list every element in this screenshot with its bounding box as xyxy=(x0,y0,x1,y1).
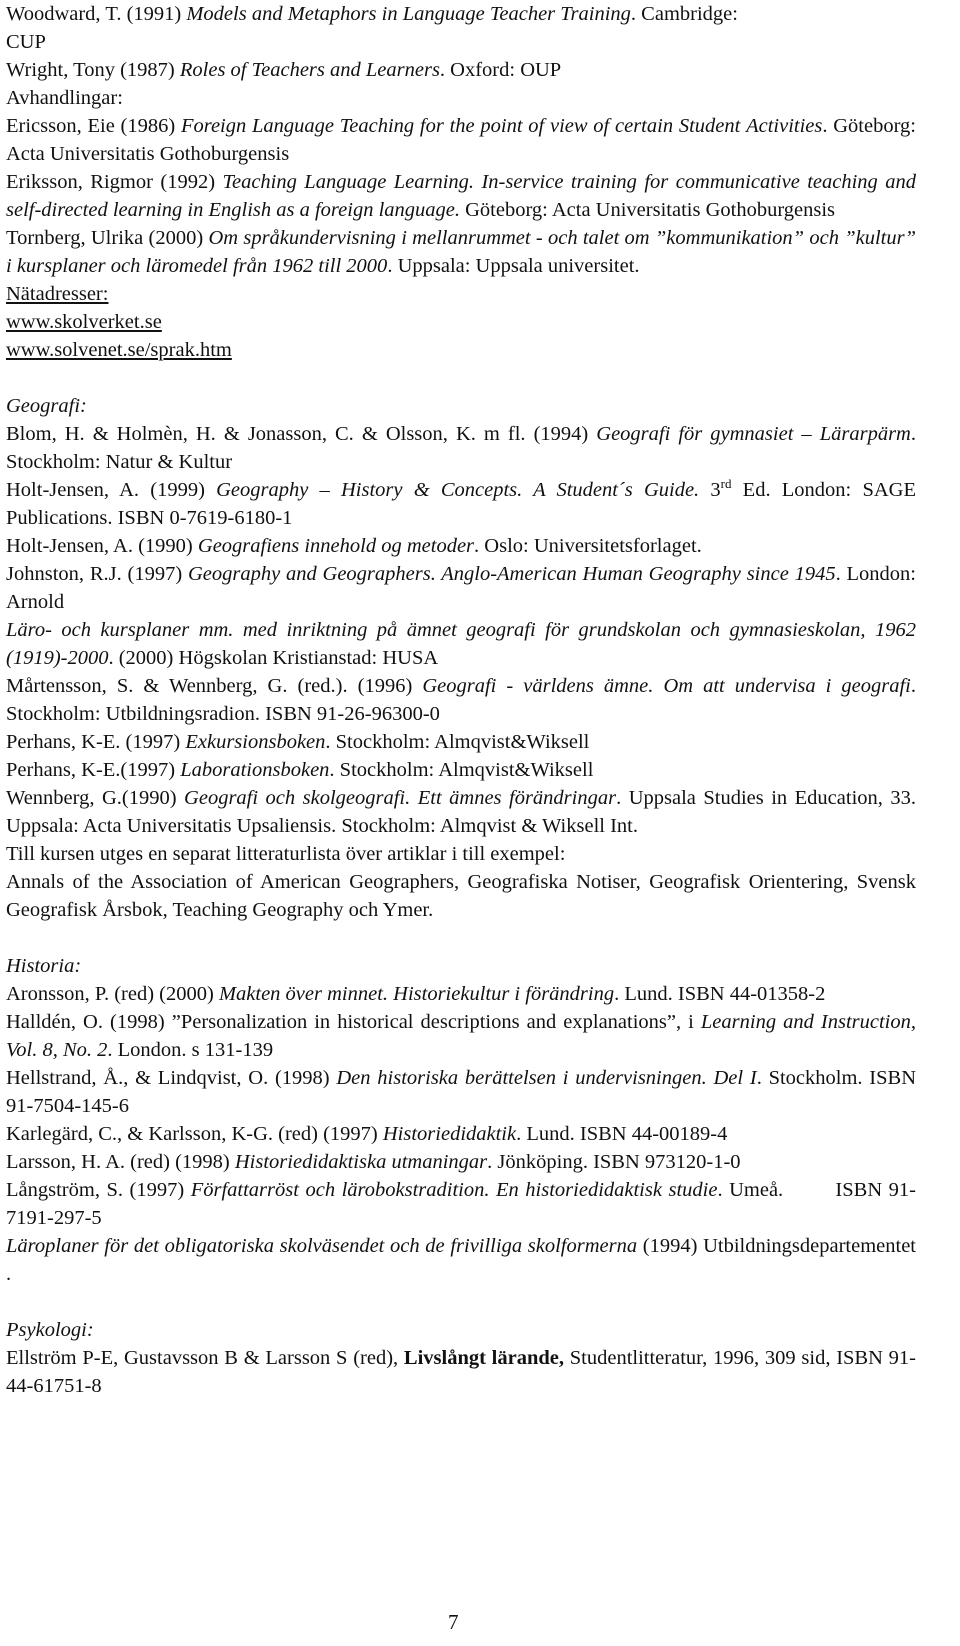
reference-entry: Karlegärd, C., & Karlsson, K-G. (red) (1997) Historiedidaktik. Lund. ISBN 44-00189-4 xyxy=(6,1123,728,1145)
reference-entry: Halldén, O. (1998) ”Personalization in historical descriptions and explanations”, i Learning and Instruction, Vol. 8, No. 2. London. s 131-139 xyxy=(6,1011,916,1061)
reference-entry: Långström, S. (1997) Författarröst och lärobokstradition. En historiedidaktisk studie. Umeå. ISBN 91-7191-297-5 xyxy=(6,1179,916,1229)
reference-entry: Perhans, K-E. (1997) Exkursionsboken. Stockholm: Almqvist&Wiksell xyxy=(6,731,590,753)
reference-entry: Mårtensson, S. & Wennberg, G. (red.). (1996) Geografi - världens ämne. Om att undervisa i geografi. Stockholm: Utbildningsradion. ISBN 91-26-96300-0 xyxy=(6,675,916,725)
reference-entry: Wennberg, G.(1990) Geografi och skolgeografi. Ett ämnes förändringar. Uppsala Studies in Education, 33. Uppsala: Acta Universitatis Upsaliensis. Stockholm: Almqvist & Wiksell Int. xyxy=(6,787,916,837)
section-label-avhandlingar: Avhandlingar: xyxy=(6,87,123,109)
reference-entry: Tornberg, Ulrika (2000) Om språkundervisning i mellanrummet - och talet om ”kommunikation” och ”kultur” i kursplaner och läromedel från 1962 till 2000. Uppsala: Uppsala universitet. xyxy=(6,227,917,277)
note-text: Till kursen utges en separat litteraturlista över artiklar i till exempel: xyxy=(6,843,566,865)
page-number: 7 xyxy=(448,1610,459,1634)
section-heading-geografi: Geografi: xyxy=(6,395,87,417)
reference-entry: Ericsson, Eie (1986) Foreign Language Teaching for the point of view of certain Student Activities. Göteborg: Acta Universitatis Gothoburgensis xyxy=(6,115,917,165)
reference-entry: Eriksson, Rigmor (1992) Teaching Language Learning. In-service training for communicative teaching and self-directed learning in English as a foreign language. Göteborg: Acta Universitatis Gothoburgensis xyxy=(6,171,916,221)
reference-entry: Holt-Jensen, A. (1999) Geography – History & Concepts. A Student´s Guide. 3rd Ed. London: SAGE Publications. ISBN 0-7619-6180-1 xyxy=(6,476,916,529)
reference-entry: Läro- och kursplaner mm. med inriktning på ämnet geografi för grundskolan och gymnasieskolan, 1962 (1919)-2000. (2000) Högskolan Kristianstad: HUSA xyxy=(6,619,916,669)
reference-entry: Wright, Tony (1987) Roles of Teachers and Learners. Oxford: OUP xyxy=(6,59,562,81)
reference-entry: Perhans, K-E.(1997) Laborationsboken. Stockholm: Almqvist&Wiksell xyxy=(6,759,594,781)
section-heading-historia: Historia: xyxy=(6,955,82,977)
reference-entry: Ellström P-E, Gustavsson B & Larsson S (red), Livslångt lärande, Studentlitteratur, 1996, 309 sid, ISBN 91-44-61751-8 xyxy=(6,1347,916,1397)
reference-entry: Hellstrand, Å., & Lindqvist, O. (1998) Den historiska berättelsen i undervisningen. Del I. Stockholm. ISBN 91-7504-145-6 xyxy=(6,1067,916,1117)
reference-entry: Holt-Jensen, A. (1990) Geografiens innehold og metoder. Oslo: Universitetsforlaget. xyxy=(6,535,702,557)
reference-entry: Woodward, T. (1991) Models and Metaphors in Language Teacher Training. Cambridge: CUP xyxy=(6,3,738,53)
section-label-natadresser: Nätadresser: xyxy=(6,283,109,305)
document-page xyxy=(6,0,916,1400)
web-link-skolverket[interactable]: www.skolverket.se xyxy=(6,311,162,333)
reference-entry: Aronsson, P. (red) (2000) Makten över minnet. Historiekultur i förändring. Lund. ISBN 44-01358-2 xyxy=(6,983,826,1005)
reference-entry: Läroplaner för det obligatoriska skolväsendet och de frivilliga skolformerna (1994) Utbildningsdepartementet . xyxy=(6,1235,916,1285)
journal-list: Annals of the Association of American Geographers, Geografiska Notiser, Geografisk Orientering, Svensk Geografisk Årsbok, Teaching Geography och Ymer. xyxy=(6,871,916,921)
section-heading-psykologi: Psykologi: xyxy=(6,1319,94,1341)
reference-entry: Johnston, R.J. (1997) Geography and Geographers. Anglo-American Human Geography since 1945. London: Arnold xyxy=(6,563,916,613)
reference-entry: Larsson, H. A. (red) (1998) Historiedidaktiska utmaningar. Jönköping. ISBN 973120-1-0 xyxy=(6,1151,741,1173)
web-link-solvenet[interactable]: www.solvenet.se/sprak.htm xyxy=(6,339,232,361)
reference-entry: Blom, H. & Holmèn, H. & Jonasson, C. & Olsson, K. m fl. (1994) Geografi för gymnasiet – Lärarpärm. Stockholm: Natur & Kultur xyxy=(6,423,916,473)
